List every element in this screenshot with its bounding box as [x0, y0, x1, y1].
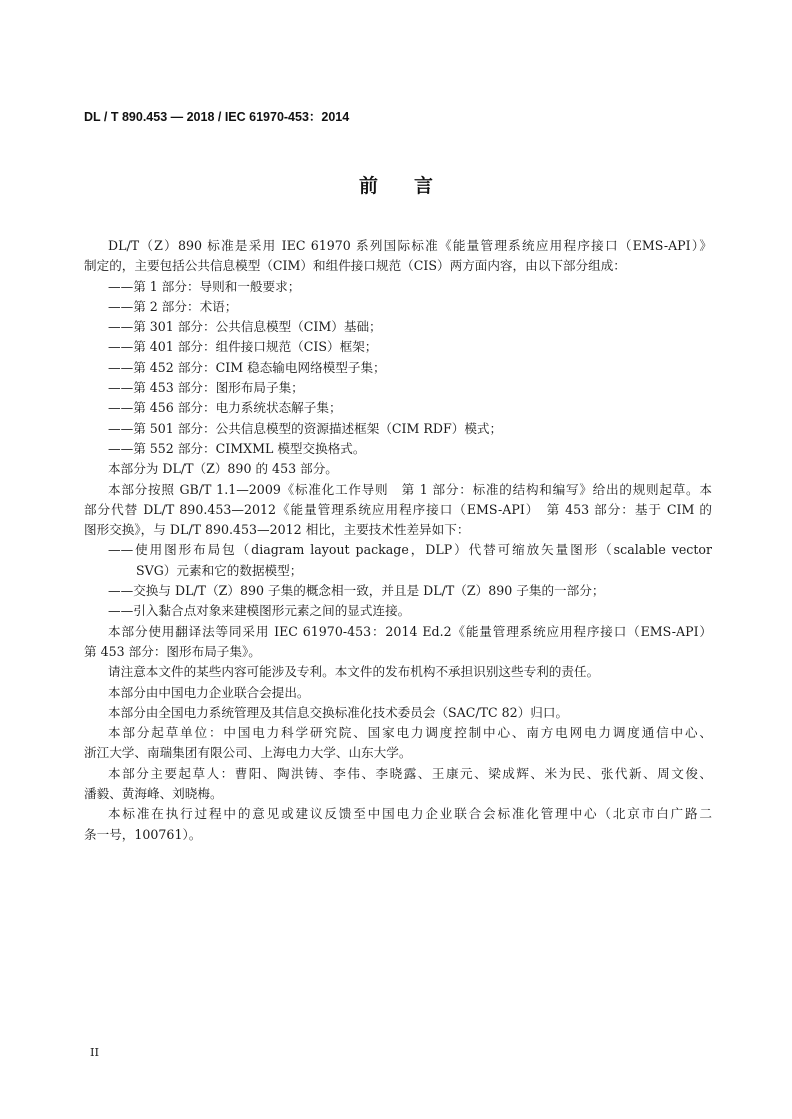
text-line: 本部分按照 GB/T 1.1—2009《标准化工作导则 第 1 部分：标准的结构和编写》给出的规则起草。本	[108, 481, 712, 497]
text-line: 本部分起草单位：中国电力科学研究院、国家电力调度控制中心、南方电网电力调度通信中心、	[108, 725, 712, 741]
text-line: SVG）元素和它的数据模型；	[136, 562, 303, 578]
text-line: ——引入黏合点对象来建模图形元素之间的显式连接。	[108, 603, 411, 619]
page-title: 前言	[358, 175, 469, 197]
page-number: II	[90, 1045, 100, 1059]
text-line: 本部分为 DL/T（Z）890 的 453 部分。	[108, 461, 338, 477]
text-line: 本部分由中国电力企业联合会提出。	[108, 684, 310, 700]
text-line: 本部分使用翻译法等同采用 IEC 61970-453：2014 Ed.2《能量管理系统应用程序接口（EMS-API）	[108, 623, 712, 639]
text-line: ——交换与 DL/T（Z）890 子集的概念相一致，并且是 DL/T（Z）890 子集的一部分；	[108, 583, 605, 599]
text-line: 请注意本文件的某些内容可能涉及专利。本文件的发布机构不承担识别这些专利的责任。	[108, 664, 600, 680]
text-line: ——第 401 部分：组件接口规范（CIS）框架；	[108, 339, 378, 355]
text-line: ——第 301 部分：公共信息模型（CIM）基础；	[108, 319, 382, 335]
text-line: 本部分由全国电力系统管理及其信息交换标准化技术委员会（SAC/TC 82）归口。	[108, 704, 569, 720]
text-line: ——第 456 部分：电力系统状态解子集；	[108, 400, 342, 416]
text-line: 潘毅、黄海峰、刘晓梅。	[84, 786, 223, 802]
text-line: 图形交换》，与 DL/T 890.453—2012 相比，主要技术性差异如下：	[84, 522, 470, 538]
text-line: ——第 1 部分：导则和一般要求；	[108, 278, 301, 294]
text-line: ——第 2 部分：术语；	[108, 298, 238, 314]
text-line: ——第 453 部分：图形布局子集；	[108, 380, 304, 396]
text-line: 第 453 部分：图形布局子集》。	[84, 643, 261, 659]
text-line: ——第 501 部分：公共信息模型的资源描述框架（CIM RDF）模式；	[108, 420, 503, 436]
text-line: ——第 552 部分：CIMXML 模型交换格式。	[108, 440, 366, 456]
foreword-body	[84, 236, 712, 845]
text-line: 本标准在执行过程中的意见或建议反馈至中国电力企业联合会标准化管理中心（北京市白广路二	[108, 806, 712, 822]
text-line: 条一号，100761）。	[84, 826, 202, 842]
document-identifier: DL / T 890.453 — 2018 / IEC 61970-453：2014	[84, 110, 350, 124]
text-line: 制定的，主要包括公共信息模型（CIM）和组件接口规范（CIS）两方面内容，由以下部分组成：	[84, 258, 626, 274]
text-line: ——使用图形布局包（diagram layout package，DLP）代替可缩放矢量图形（scalable vector	[108, 542, 712, 558]
text-line: 浙江大学、南瑞集团有限公司、上海电力大学、山东大学。	[84, 745, 412, 761]
text-line: DL/T（Z）890 标准是采用 IEC 61970 系列国际标准《能量管理系统应用程序接口（EMS-API）》	[108, 238, 712, 253]
text-line: ——第 452 部分：CIM 稳态输电网络模型子集；	[108, 359, 386, 375]
text-line: 部分代替 DL/T 890.453—2012《能量管理系统应用程序接口（EMS-API） 第 453 部分：基于 CIM 的	[84, 501, 712, 517]
text-line: 本部分主要起草人：曹阳、陶洪铸、李伟、李晓露、王康元、梁成辉、米为民、张代新、周文俊、	[108, 765, 712, 781]
